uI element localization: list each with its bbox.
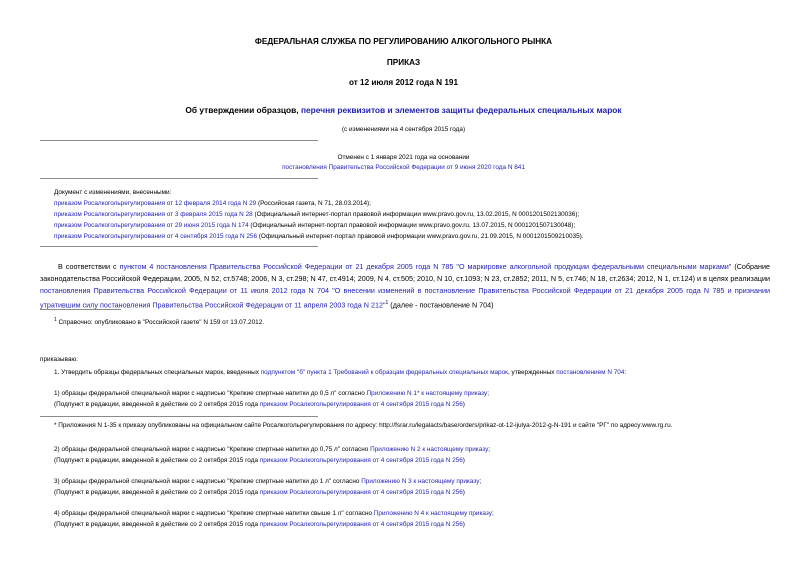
- agency-name: ФЕДЕРАЛЬНАЯ СЛУЖБА ПО РЕГУЛИРОВАНИЮ АЛКОГОЛЬНОГО РЫНКА: [254, 37, 553, 46]
- change-source: (Российская газета, N 71, 28.03.2014);: [256, 200, 371, 207]
- order-intro: приказываю:: [40, 356, 78, 363]
- amend-note: [54, 457, 465, 465]
- divider: [40, 178, 318, 179]
- sample-text: 4) образцы федеральной специальной марки с надписью "Крепкие спиртные напитки свыше 1 л" согласно: [54, 510, 374, 517]
- change-item: [54, 200, 371, 208]
- sample-text: 1) образцы федеральной специальной марки с надписью "Крепкие спиртные напитки до 0,5 л" согласно: [54, 390, 367, 397]
- cancel-note: Отменен с 1 января 2021 года на основании: [337, 154, 470, 161]
- appendix-link[interactable]: Приложению N 4 к настоящему приказу: [373, 510, 492, 517]
- preamble-text: (Собрание законодательства Российской Федерации, 2005, N 52, ст.5748; 2006, N 3, ст.298; N 47, ст.4914; 2009, N 4, ст.505; 2010, N 10, ст.1093; N 23, ст.2852; 2011, N 5, ст.746; N 18, ст.2634; 2012, N 1, ст.124) и в целях реализации: [40, 262, 770, 283]
- amend-text: (Подпункт в редакции, введенной в действие со 2 октября 2015 года: [54, 457, 260, 464]
- amend-text: ): [462, 521, 465, 528]
- amend-link[interactable]: приказом Росалкогольрегулирования от 4 сентября 2015 года N 256: [259, 521, 463, 528]
- sample-text: ;: [488, 446, 491, 453]
- decree-785-link[interactable]: пунктом 4 постановления Правительства Российской Федерации от 21 декабря 2005 года N 785 "О маркировке алкогольной продукции федеральными специальными марками": [119, 262, 732, 271]
- amend-link[interactable]: приказом Росалкогольрегулирования от 4 сентября 2015 года N 256: [259, 457, 463, 464]
- amend-note: [54, 521, 465, 529]
- preamble-text: В соответствии с: [58, 262, 120, 271]
- doc-type: ПРИКАЗ: [386, 58, 421, 67]
- footnote-divider: [40, 309, 121, 310]
- requirements-link[interactable]: подпунктом "б" пункта 1 Требований к образцам федеральных специальных марок: [260, 369, 508, 376]
- amend-text: (Подпункт в редакции, введенной в действие со 2 октября 2015 года: [54, 489, 260, 496]
- sample-item: [54, 390, 489, 398]
- footnote-appendices: * Приложения N 1-35 к приказу опубликованы на официальном сайте Росалкогольрегулирования по адресу: http://fsrar.ru/legalacts/base/orders/prikaz-ot-12-ijulya-2012-g-N-191 и сайте "РГ" по адресу:www.rg.ru.: [54, 422, 673, 429]
- order-text: :: [624, 369, 627, 376]
- amend-text: ): [462, 401, 465, 408]
- change-link[interactable]: приказом Росалкогольрегулирования от 4 сентября 2015 года N 256: [54, 233, 257, 240]
- sample-text: 3) образцы федеральной специальной марки с надписью "Крепкие спиртные напитки до 1 л" согласно: [54, 478, 362, 485]
- amend-link[interactable]: приказом Росалкогольрегулирования от 4 сентября 2015 года N 256: [259, 401, 463, 408]
- divider: [40, 246, 318, 247]
- footnote-text: Справочно: опубликовано в "Российской газете" N 159 от 13.07.2012.: [56, 319, 265, 327]
- amend-note: [54, 489, 465, 497]
- footnote-marker: 1: [385, 300, 389, 306]
- doc-title-text: Об утверждении образцов,: [185, 105, 301, 115]
- decree-704-link[interactable]: постановления Правительства Российской Федерации от 11 июля 2012 года N 704 "О внесении изменений в постановление Правительства Российской Федерации от 21 декабря 2005 года N 785 и признании утратившим силу постановления Правительства Российской Федерации от 11 апреля 2003 года N 212": [40, 286, 770, 310]
- cancel-note-link-line: [0, 164, 807, 172]
- order-item-1: [54, 369, 626, 377]
- change-source: (Официальный интернет-портал правовой информации www.pravo.gov.ru, 13.02.2015, N 0001201502130036);: [252, 211, 580, 218]
- appendix-link[interactable]: Приложению N 3 к настоящему приказу: [361, 478, 480, 485]
- edition-note: (с изменениями на 4 сентября 2015 года): [341, 126, 466, 133]
- footnote-1: [54, 316, 264, 327]
- changes-heading: Документ с изменениями, внесенными:: [54, 189, 172, 196]
- preamble-paragraph: [40, 261, 770, 311]
- sample-item: [54, 510, 494, 518]
- change-item: [54, 222, 575, 230]
- footnote-divider: [40, 416, 318, 417]
- change-source: (Официальный интернет-портал правовой информации www.pravo.gov.ru, 21.09.2015, N 0001201509210035).: [257, 233, 584, 240]
- decree-704-link[interactable]: постановлением N 704: [556, 369, 625, 376]
- divider: [40, 140, 318, 141]
- amend-note: [54, 401, 465, 409]
- change-link[interactable]: приказом Росалкогольрегулирования от 12 февраля 2014 года N 29: [54, 200, 257, 207]
- doc-title-link[interactable]: перечня реквизитов и элементов защиты федеральных специальных марок: [300, 105, 622, 115]
- change-item: [54, 211, 579, 219]
- sample-item: [54, 446, 490, 454]
- appendix-link[interactable]: Приложению N 2 к настоящему приказу: [370, 446, 489, 453]
- preamble-text: (далее - постановление N 704): [388, 300, 494, 310]
- sample-text: ;: [491, 510, 494, 517]
- change-link[interactable]: приказом Росалкогольрегулирования от 29 июня 2015 года N 174: [54, 222, 249, 229]
- amend-text: ): [462, 457, 465, 464]
- footnote-marker: 1: [54, 317, 57, 323]
- amend-text: (Подпункт в редакции, введенной в действие со 2 октября 2015 года: [54, 401, 260, 408]
- doc-date: от 12 июля 2012 года N 191: [348, 78, 459, 87]
- sample-text: ;: [479, 478, 482, 485]
- order-text: , утвержденных: [507, 369, 557, 376]
- change-item: [54, 233, 584, 241]
- amend-link[interactable]: приказом Росалкогольрегулирования от 4 сентября 2015 года N 256: [259, 489, 463, 496]
- change-source: (Официальный интернет-портал правовой информации www.pravo.gov.ru, 13.07.2015, N 0001201507130048);: [248, 222, 576, 229]
- appendix-link[interactable]: Приложению N 1* к настоящему приказу: [366, 390, 488, 397]
- doc-title: [0, 105, 807, 115]
- sample-text: ;: [487, 390, 489, 397]
- order-text: 1. Утвердить образцы федеральных специальных марок, введенных: [54, 369, 261, 376]
- amend-text: ): [462, 489, 465, 496]
- amend-text: (Подпункт в редакции, введенной в действие со 2 октября 2015 года: [54, 521, 260, 528]
- sample-item: [54, 478, 481, 486]
- change-link[interactable]: приказом Росалкогольрегулирования от 3 февраля 2015 года N 28: [54, 211, 253, 218]
- sample-text: 2) образцы федеральной специальной марки с надписью "Крепкие спиртные напитки до 0,75 л" согласно: [54, 446, 371, 453]
- cancel-decree-link[interactable]: постановления Правительства Российской Федерации от 9 июня 2020 года N 841: [282, 164, 525, 171]
